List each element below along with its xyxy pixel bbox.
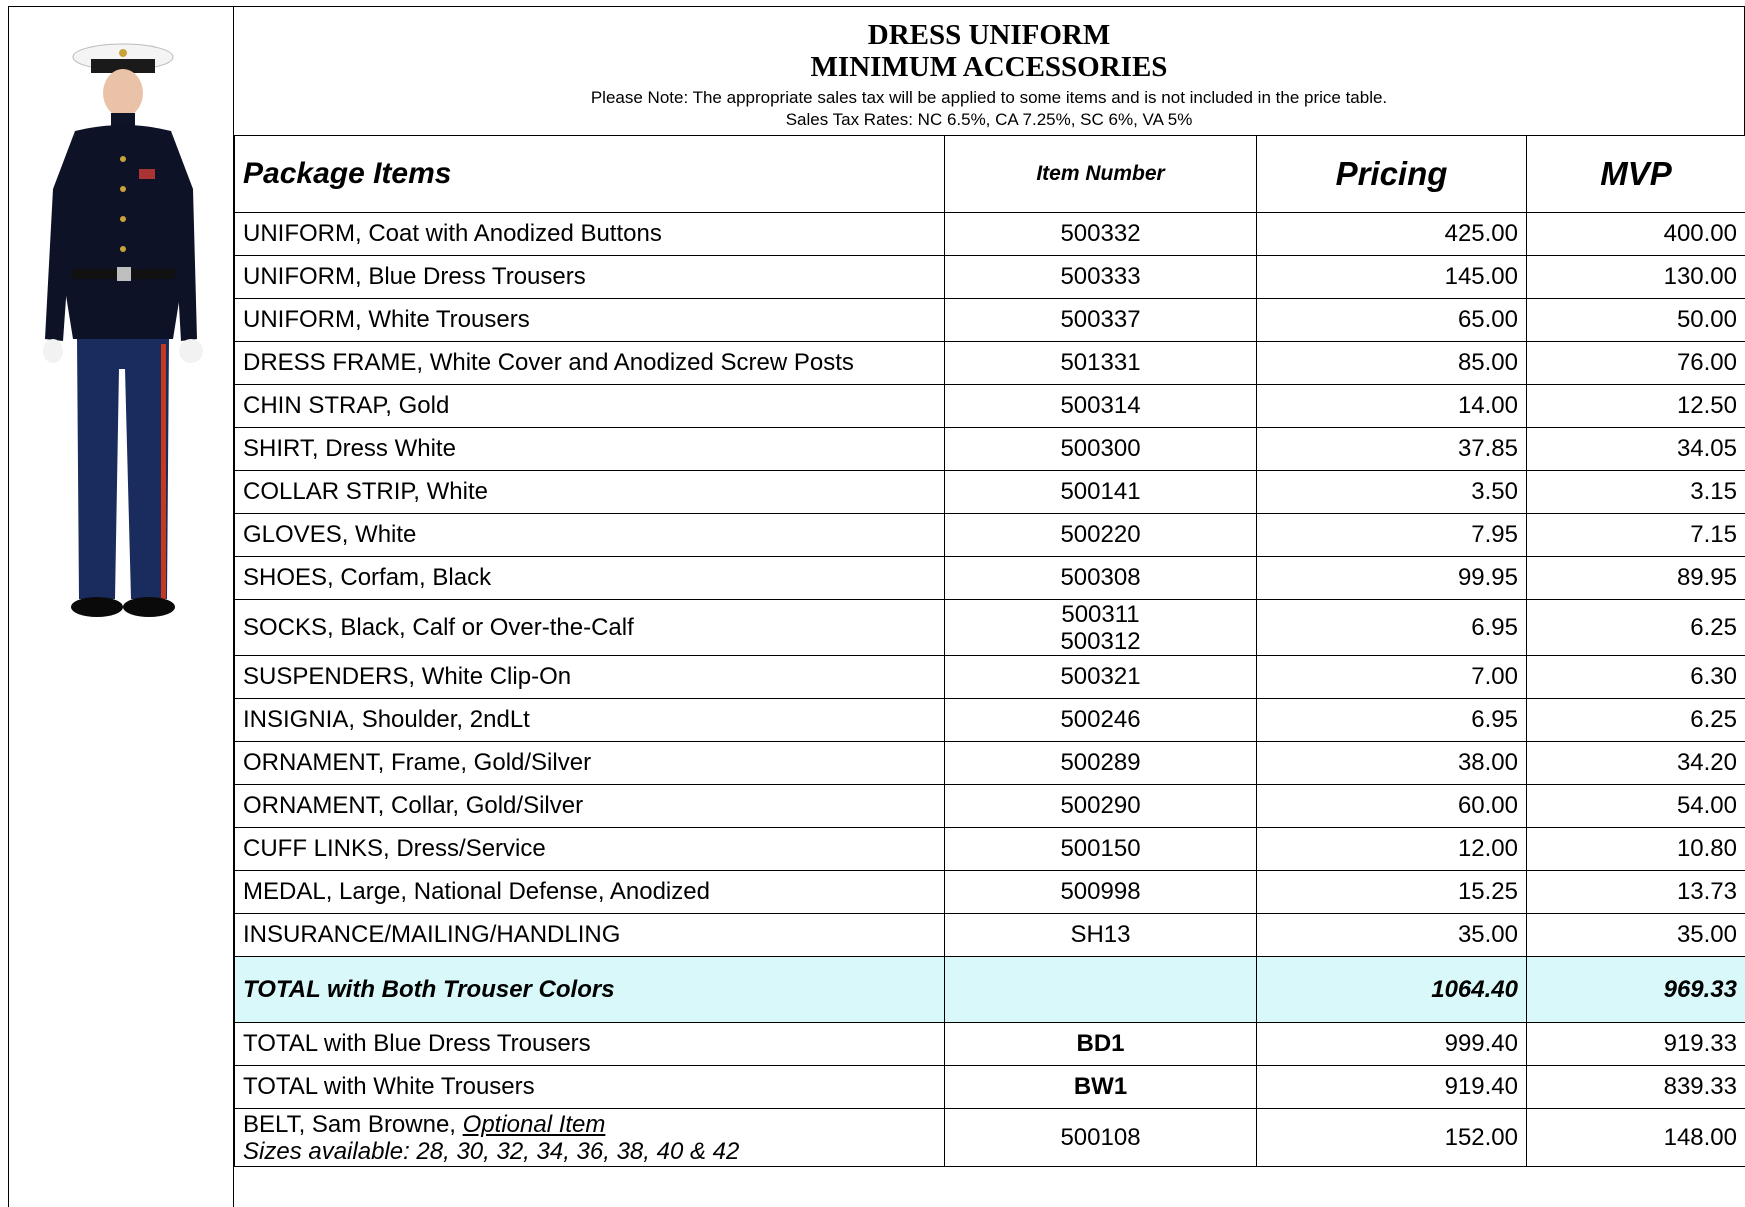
item-number: 500333: [945, 256, 1257, 299]
total-blue-code: BD1: [945, 1023, 1257, 1066]
item-number: 500332: [945, 213, 1257, 256]
total-blue-mvp: 919.33: [1527, 1023, 1745, 1066]
item-name: ORNAMENT, Frame, Gold/Silver: [235, 742, 945, 785]
item-price: 3.50: [1257, 471, 1527, 514]
item-mvp: 89.95: [1527, 557, 1745, 600]
item-number-alt: 500312: [1060, 627, 1141, 655]
title-line-1: DRESS UNIFORM: [867, 19, 1111, 51]
item-number: SH13: [945, 914, 1257, 957]
item-price: 14.00: [1257, 385, 1527, 428]
total-both-code-empty: [945, 957, 1257, 1023]
item-mvp: 6.30: [1527, 656, 1745, 699]
item-name: SOCKS, Black, Calf or Over-the-Calf: [235, 600, 945, 656]
belt-price: 152.00: [1257, 1109, 1527, 1167]
price-table: [234, 135, 1745, 1167]
item-price: 7.00: [1257, 656, 1527, 699]
item-name: CUFF LINKS, Dress/Service: [235, 828, 945, 871]
item-mvp: 6.25: [1527, 600, 1745, 656]
item-price: 7.95: [1257, 514, 1527, 557]
belt-mvp: 148.00: [1527, 1109, 1745, 1167]
table-row: [235, 600, 1745, 656]
price-sheet: [8, 6, 1745, 1207]
item-name: SUSPENDERS, White Clip-On: [235, 656, 945, 699]
item-name: ORNAMENT, Collar, Gold/Silver: [235, 785, 945, 828]
item-number: 500311: [1061, 600, 1140, 628]
total-white-code: BW1: [945, 1066, 1257, 1109]
item-price: 85.00: [1257, 342, 1527, 385]
item-mvp: 12.50: [1527, 385, 1745, 428]
table-row: [235, 785, 1745, 828]
item-mvp: 76.00: [1527, 342, 1745, 385]
title-line-2: MINIMUM ACCESSORIES: [810, 51, 1168, 83]
table-row: [235, 213, 1745, 256]
table-row: [235, 428, 1745, 471]
item-name: GLOVES, White: [235, 514, 945, 557]
total-white-label: TOTAL with White Trousers: [235, 1066, 945, 1109]
item-mvp: 13.73: [1527, 871, 1745, 914]
item-name: MEDAL, Large, National Defense, Anodized: [235, 871, 945, 914]
item-mvp: 7.15: [1527, 514, 1745, 557]
item-mvp: 400.00: [1527, 213, 1745, 256]
total-white-price: 919.40: [1257, 1066, 1527, 1109]
total-both-row: [235, 957, 1745, 1023]
item-name: SHIRT, Dress White: [235, 428, 945, 471]
belt-sizes: Sizes available: 28, 30, 32, 34, 36, 38, 40 & 42: [243, 1137, 740, 1165]
column-header-item-number: Item Number: [945, 136, 1257, 213]
item-price: 425.00: [1257, 213, 1527, 256]
item-name: INSIGNIA, Shoulder, 2ndLt: [235, 699, 945, 742]
belt-description: [235, 1109, 945, 1167]
total-white-mvp: 839.33: [1527, 1066, 1745, 1109]
column-header-items: Package Items: [235, 136, 945, 213]
item-mvp: 34.05: [1527, 428, 1745, 471]
item-mvp: 35.00: [1527, 914, 1745, 957]
item-number: 500308: [945, 557, 1257, 600]
item-price: 6.95: [1257, 600, 1527, 656]
uniform-photo-cell: [8, 6, 233, 1207]
item-number: 500289: [945, 742, 1257, 785]
total-both-label: TOTAL with Both Trouser Colors: [235, 957, 945, 1023]
total-white-row: [235, 1066, 1745, 1109]
belt-name: BELT, Sam Browne,: [243, 1110, 463, 1138]
column-header-mvp: MVP: [1527, 136, 1745, 213]
belt-name-line: [243, 1111, 936, 1138]
table-row: [235, 557, 1745, 600]
table-row: [235, 514, 1745, 557]
item-mvp: 3.15: [1527, 471, 1745, 514]
item-number-pair: [945, 600, 1257, 656]
item-price: 65.00: [1257, 299, 1527, 342]
table-row: [235, 699, 1745, 742]
item-price: 37.85: [1257, 428, 1527, 471]
item-number: 500314: [945, 385, 1257, 428]
item-number: 500300: [945, 428, 1257, 471]
table-row: [235, 914, 1745, 957]
item-price: 12.00: [1257, 828, 1527, 871]
table-row: [235, 385, 1745, 428]
total-blue-row: [235, 1023, 1745, 1066]
total-blue-price: 999.40: [1257, 1023, 1527, 1066]
belt-row: [235, 1109, 1745, 1167]
item-mvp: 130.00: [1527, 256, 1745, 299]
table-header-row: [235, 136, 1745, 213]
document-header: [234, 7, 1745, 135]
table-row: [235, 256, 1745, 299]
marine-dress-uniform-image: [31, 39, 211, 629]
item-number: 500321: [945, 656, 1257, 699]
table-row: [235, 299, 1745, 342]
item-mvp: 34.20: [1527, 742, 1745, 785]
column-header-pricing: Pricing: [1257, 136, 1527, 213]
total-blue-label: TOTAL with Blue Dress Trousers: [235, 1023, 945, 1066]
item-number: 500998: [945, 871, 1257, 914]
item-price: 15.25: [1257, 871, 1527, 914]
table-row: [235, 828, 1745, 871]
item-name: DRESS FRAME, White Cover and Anodized Screw Posts: [235, 342, 945, 385]
sales-tax-note: Please Note: The appropriate sales tax will be applied to some items and is not included in the price table.: [590, 88, 1388, 107]
table-row: [235, 471, 1745, 514]
item-mvp: 10.80: [1527, 828, 1745, 871]
item-name: COLLAR STRIP, White: [235, 471, 945, 514]
item-number: 500337: [945, 299, 1257, 342]
belt-number: 500108: [945, 1109, 1257, 1167]
item-name: SHOES, Corfam, Black: [235, 557, 945, 600]
item-name: INSURANCE/MAILING/HANDLING: [235, 914, 945, 957]
item-name: CHIN STRAP, Gold: [235, 385, 945, 428]
item-mvp: 6.25: [1527, 699, 1745, 742]
table-row: [235, 656, 1745, 699]
item-price: 60.00: [1257, 785, 1527, 828]
belt-optional-label: Optional Item: [462, 1110, 606, 1138]
item-mvp: 50.00: [1527, 299, 1745, 342]
item-price: 145.00: [1257, 256, 1527, 299]
item-name: UNIFORM, Blue Dress Trousers: [235, 256, 945, 299]
total-both-price: 1064.40: [1257, 957, 1527, 1023]
item-number: 500150: [945, 828, 1257, 871]
table-row: [235, 871, 1745, 914]
item-price: 35.00: [1257, 914, 1527, 957]
item-price: 38.00: [1257, 742, 1527, 785]
item-number: 501331: [945, 342, 1257, 385]
item-name: UNIFORM, Coat with Anodized Buttons: [235, 213, 945, 256]
item-mvp: 54.00: [1527, 785, 1745, 828]
table-row: [235, 342, 1745, 385]
item-price: 99.95: [1257, 557, 1527, 600]
item-number: 500246: [945, 699, 1257, 742]
item-name: UNIFORM, White Trousers: [235, 299, 945, 342]
item-number: 500290: [945, 785, 1257, 828]
table-row: [235, 742, 1745, 785]
item-number: 500220: [945, 514, 1257, 557]
sales-tax-rates: Sales Tax Rates: NC 6.5%, CA 7.25%, SC 6%, VA 5%: [785, 110, 1193, 129]
item-price: 6.95: [1257, 699, 1527, 742]
item-number: 500141: [945, 471, 1257, 514]
price-table-panel: [233, 6, 1745, 1207]
total-both-mvp: 969.33: [1527, 957, 1745, 1023]
